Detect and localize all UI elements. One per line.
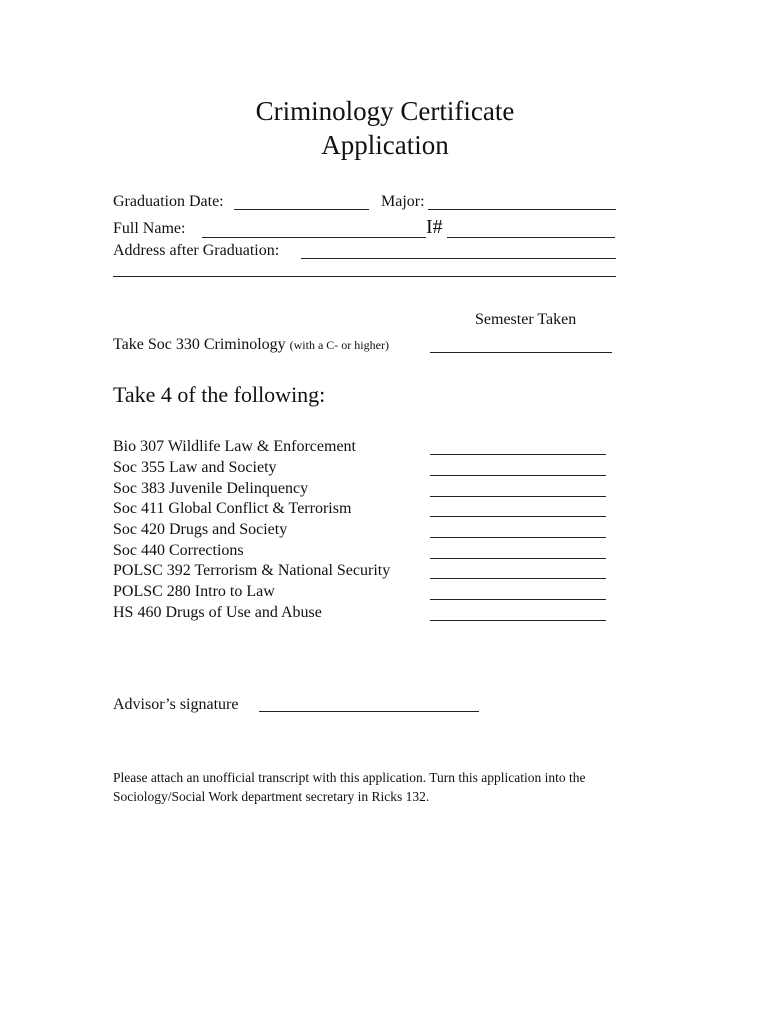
course-item: Soc 411 Global Conflict & Terrorism: [113, 500, 352, 517]
course-item: POLSC 392 Terrorism & National Security: [113, 562, 391, 579]
submission-instructions: Please attach an unofficial transcript with this application. Turn this application into the Sociology/Social Work department secretary in Ricks 132.: [113, 770, 586, 804]
course-semester-field[interactable]: [430, 578, 606, 579]
graduation-date-label: Graduation Date:: [113, 193, 224, 210]
course-item: Soc 355 Law and Society: [113, 459, 277, 476]
address-label: Address after Graduation:: [113, 242, 280, 259]
course-semester-field[interactable]: [430, 454, 606, 455]
major-label: Major:: [381, 193, 425, 210]
advisor-signature-field[interactable]: [259, 711, 479, 712]
graduation-date-field[interactable]: [234, 209, 369, 210]
course-semester-field[interactable]: [430, 599, 606, 600]
course-item: Soc 440 Corrections: [113, 542, 244, 559]
id-number-label: I#: [426, 216, 443, 238]
course-item: POLSC 280 Intro to Law: [113, 583, 275, 600]
course-semester-field[interactable]: [430, 475, 606, 476]
soc-330-requirement-text: Take Soc 330 Criminology: [113, 336, 286, 353]
course-semester-field[interactable]: [430, 537, 606, 538]
semester-taken-header: Semester Taken: [475, 311, 577, 328]
course-semester-field[interactable]: [430, 620, 606, 621]
form-title-line-1: Criminology Certificate: [255, 96, 515, 126]
form-title-line-2: Application: [321, 130, 449, 160]
course-item: Bio 307 Wildlife Law & Enforcement: [113, 438, 356, 455]
soc-330-requirement: [113, 335, 389, 355]
soc-330-grade-note: (with a C- or higher): [289, 338, 389, 352]
electives-heading: Take 4 of the following:: [113, 382, 326, 407]
full-name-field[interactable]: [202, 237, 426, 238]
major-field[interactable]: [428, 209, 616, 210]
course-semester-field[interactable]: [430, 516, 606, 517]
course-item: Soc 383 Juvenile Delinquency: [113, 480, 309, 497]
course-semester-field[interactable]: [430, 496, 606, 497]
address-field-line-2[interactable]: [113, 276, 616, 277]
course-item: HS 460 Drugs of Use and Abuse: [113, 604, 322, 621]
advisor-signature-label: Advisor’s signature: [113, 696, 239, 713]
course-semester-field[interactable]: [430, 558, 606, 559]
address-field-line-1[interactable]: [301, 258, 616, 259]
id-number-field[interactable]: [447, 237, 615, 238]
soc-330-semester-field[interactable]: [430, 352, 612, 353]
course-item: Soc 420 Drugs and Society: [113, 521, 288, 538]
full-name-label: Full Name:: [113, 220, 186, 237]
